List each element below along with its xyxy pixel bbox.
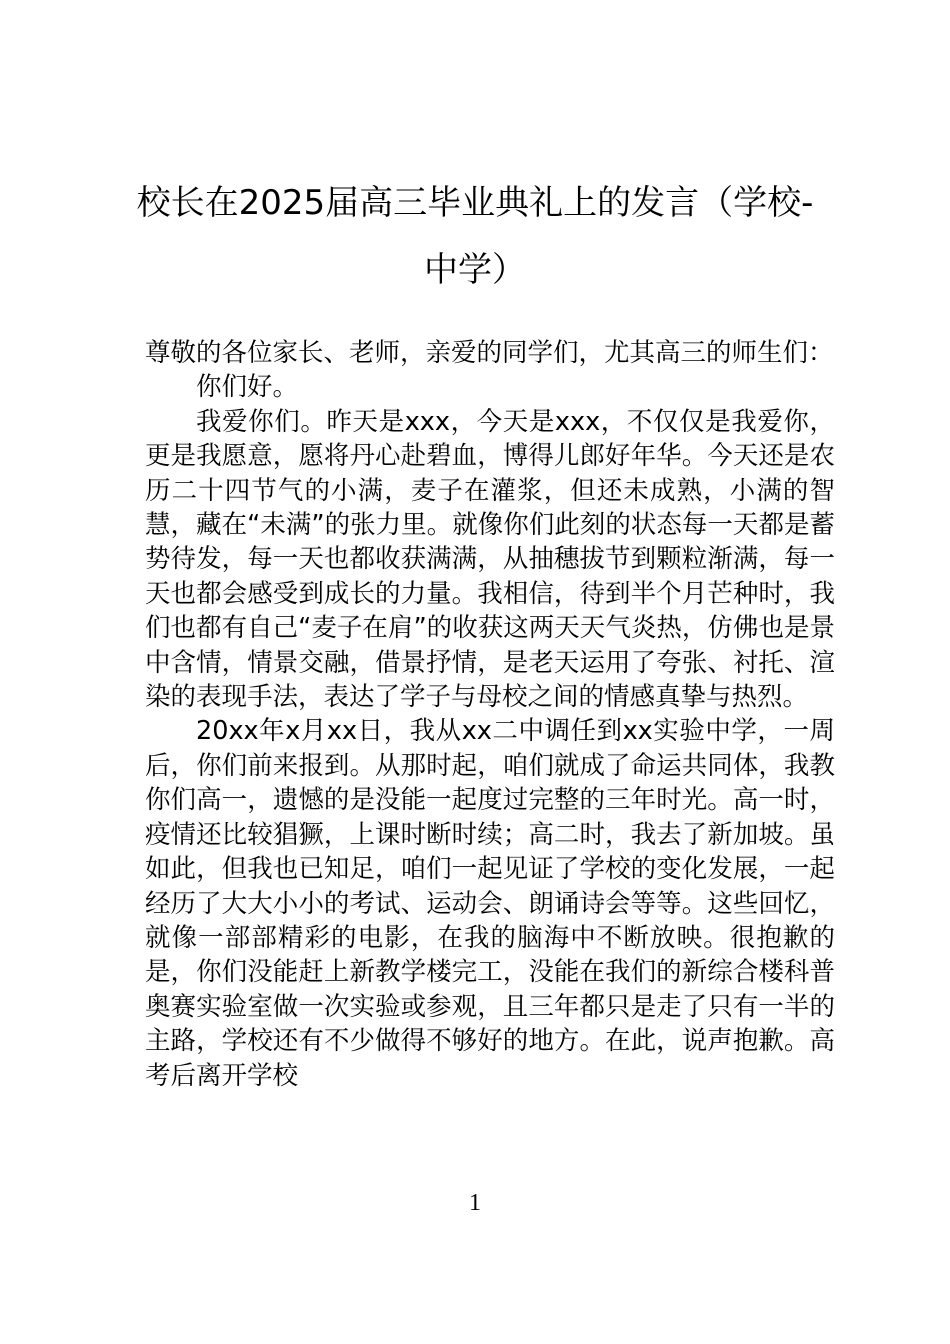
salutation: 尊敬的各位家长、老师，亲爱的同学们，尤其高三的师生们： [145,338,834,368]
paragraph-memories: 20xx年x月xx日，我从xx二中调任到xx实验中学，一周后，你们前来报到。从那时起，咱们就成了命运共同体，我教你们高一，遗憾的是没能一起度过完整的三年时光。高一时，疫情还比较猖獗，上课时断时续；高二时，我去了新加坡。虽如此，但我也已知足，咱们一起见证了学校的变化发展，一起经历了大大小小的考试、运动会、朗诵诗会等等。这些回忆，就像一部部精彩的电影，在我的脑海中不断放映。很抱歉的是，你们没能赶上新教学楼完工，没能在我们的新综合楼科普奥赛实验室做一次实验或参观，且三年都只是走了只有一半的主路，学校还有不少做得不够好的地方。在此，说声抱歉。高考后离开学校 [145,716,835,1091]
document-body [145,336,835,1093]
page-number: 1 [469,1190,481,1216]
paragraph-love: 我爱你们。昨天是xxx，今天是xxx，不仅仅是我爱你，更是我愿意，愿将丹心赴碧血，博得儿郎好年华。今天还是农历二十四节气的小满，麦子在灌浆，但还未成熟，小满的智慧，藏在“未满”的张力里。就像你们此刻的状态每一天都是蓄势待发，每一天也都收获满满，从抽穗拔节到颗粒渐满，每一天也都会感受到成长的力量。我相信，待到半个月芒种时，我们也都有自己“麦子在肩”的收获这两天天气炎热，仿佛也是景中含情，情景交融，借景抒情，是老天运用了夸张、衬托、渲染的表现手法，表达了学子与母校之间的情感真挚与热烈。 [145,406,835,713]
page-title: 校长在2025届高三毕业典礼上的发言（学校-中学） [136,183,814,290]
paragraph-greeting: 你们好。 [196,372,299,403]
